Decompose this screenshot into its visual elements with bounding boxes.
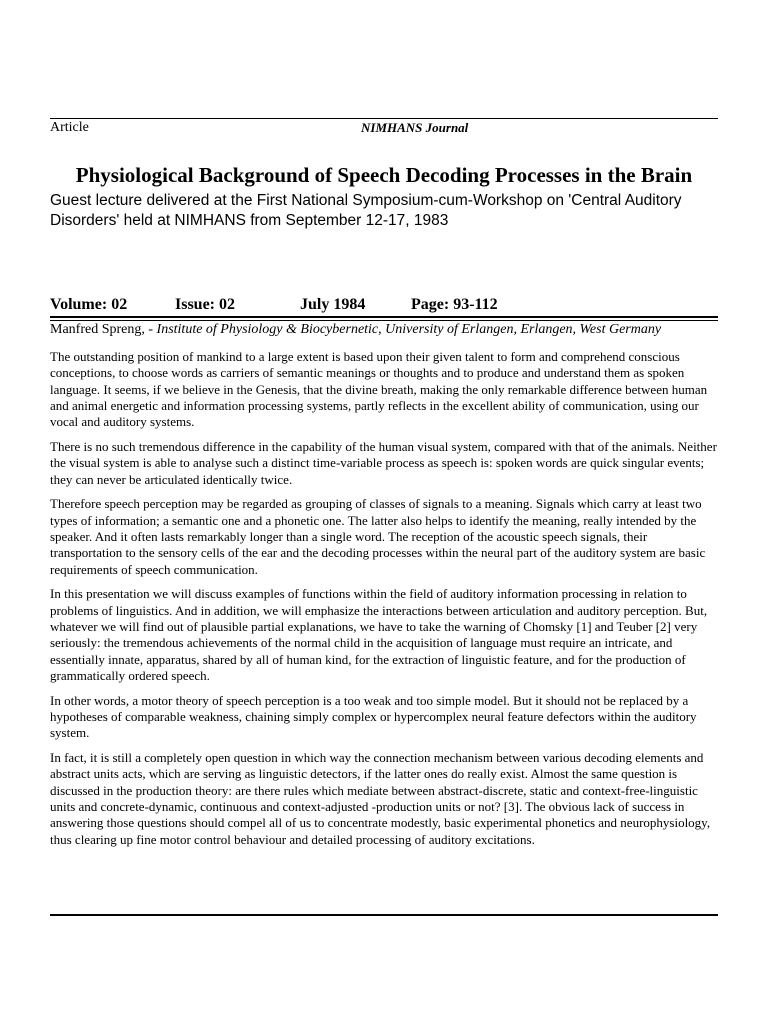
article-body	[50, 349, 718, 856]
meta-rule-upper	[50, 316, 718, 318]
article-title: Physiological Background of Speech Decoding Processes in the Brain	[75, 163, 693, 187]
top-rule	[50, 118, 718, 119]
date-label: July 1984	[300, 296, 366, 313]
bottom-rule	[50, 914, 718, 916]
body-paragraph: The outstanding position of mankind to a large extent is based upon their given talent to form and comprehend conscious conceptions, to choose words as carriers of semantic meanings or thoughts and to produce and understand them as spoken language. It seems, if we believe in the Genesis, that the divine breath, making the only remarkable difference between human and animal energetic and information processing systems, partly reflects in the excellent ability of communication, using our vocal and auditory systems.	[50, 349, 708, 430]
page-range-label: Page: 93-112	[411, 296, 498, 313]
author-affiliation: - Institute of Physiology & Biocybernetic, University of Erlangen, Erlangen, West Germany	[148, 322, 662, 337]
body-paragraph: In this presentation we will discuss examples of functions within the field of auditory information processing in relation to problems of linguistics. And in addition, we will emphasize the interactions between articulation and auditory perception. But, whatever we will find out of plausible partial explanations, we have to take the warning of Chomsky [1] and Teuber [2] very seriously: the tremendous achievements of the normal child in the acquisition of language must require an intricate, and essentially innate, apparatus, shared by all of human kind, for the extraction of linguistic feature, and for the production of grammatically ordered speech.	[50, 586, 708, 683]
page-header	[50, 120, 718, 138]
publication-meta	[50, 296, 718, 316]
meta-rule-lower	[50, 320, 718, 321]
body-paragraph: In other words, a motor theory of speech perception is a too weak and too simple model. But it should not be replaced by a hypotheses of comparable weakness, chaining simply complex or hypercomplex neural feature defectors within the auditory system.	[50, 692, 697, 741]
article-subtitle: Guest lecture delivered at the First National Symposium-cum-Workshop on 'Central Auditory Disorders' held at NIMHANS from September 12-17, 1983	[50, 192, 682, 229]
volume-label: Volume: 02	[50, 296, 128, 313]
author-name: Manfred Spreng,	[50, 322, 145, 337]
issue-label: Issue: 02	[175, 296, 236, 313]
body-paragraph: There is no such tremendous difference in the capability of the human visual system, compared with that of the animals. Neither the visual system is able to analyse such a distinct time-variable process as speech is: spoken words are quick singular events; they can never be articulated identically twice.	[50, 438, 717, 487]
section-label: Article	[50, 120, 89, 135]
body-paragraph: In fact, it is still a completely open question in which way the connection mechanism between various decoding elements and abstract units acts, which are serving as linguistic detectors, if the latter ones do really exist. Almost the same question is discussed in the production theory: are there rules which mediate between abstract-discrete, static and context-free-linguistic units and concrete-dynamic, continuous and context-adjusted -production units or not? [3]. The obvious lack of success in answering those questions should compel all of us to concentrate modestly, basic experimental phonetics and neurophysiology, thus clearing up fine motor control behaviour and detailed processing of auditory excitations.	[50, 750, 711, 847]
journal-name: NIMHANS Journal	[361, 120, 469, 135]
author-line	[50, 322, 718, 338]
body-paragraph: Therefore speech perception may be regarded as grouping of classes of signals to a meaning. Signals which carry at least two types of information; a semantic one and a phonetic one. The latter also helps to identify the meaning, really intended by the speaker. And it often lasts remarkably longer than a single word. The reception of the acoustic speech signals, their transportation to the sensory cells of the ear and the decoding processes within the neural part of the auditory system are basic requirements of speech communication.	[50, 496, 706, 577]
